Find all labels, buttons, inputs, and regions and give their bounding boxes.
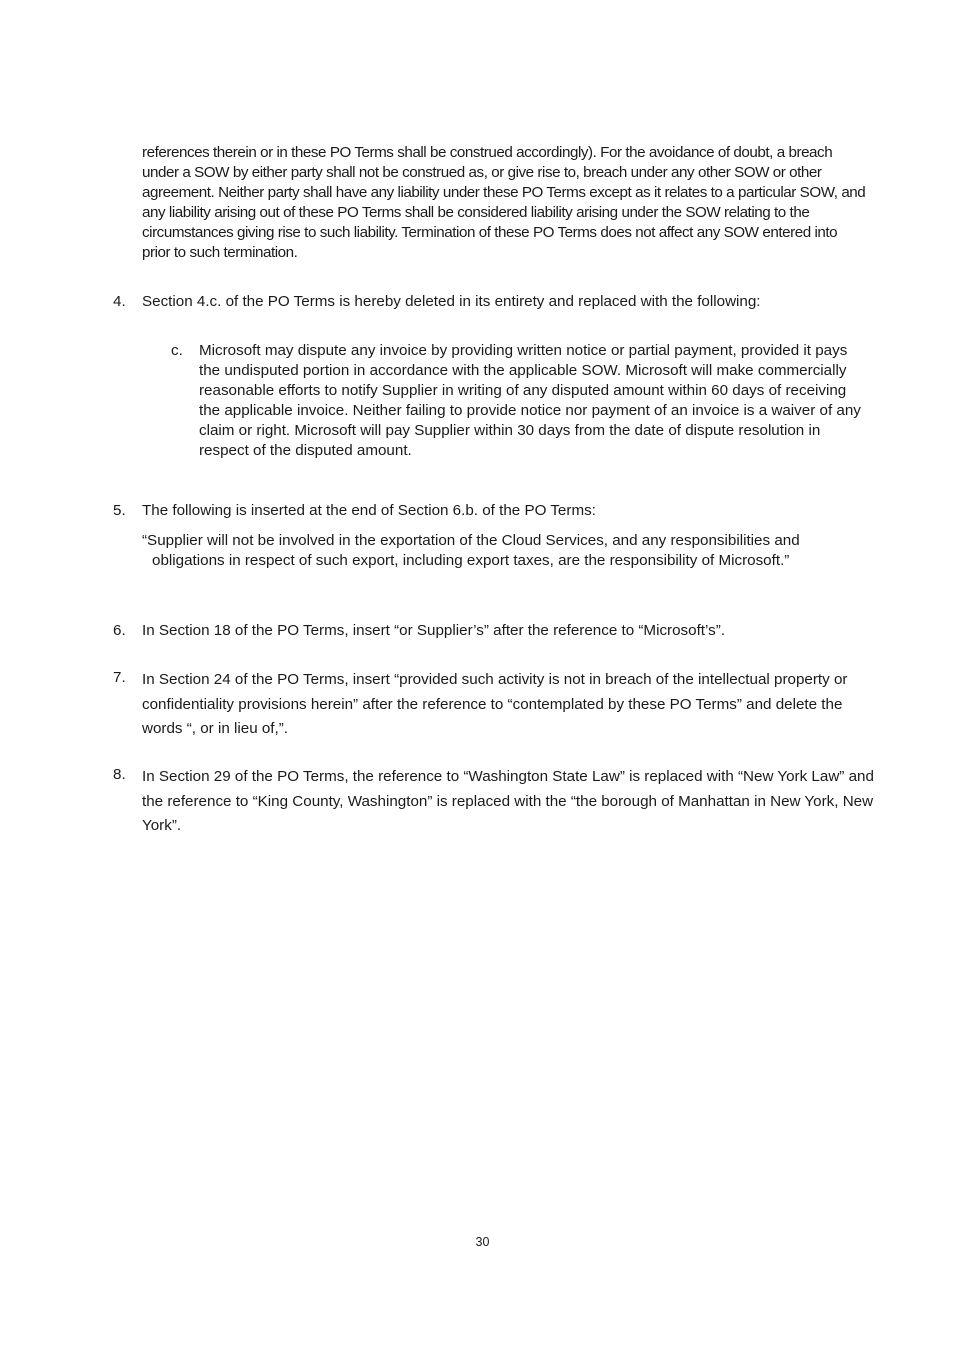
page-number: 30	[475, 1235, 490, 1249]
item-number: 8.	[113, 766, 126, 783]
item-number: 6.	[113, 622, 126, 639]
item-number: 4.	[113, 293, 126, 310]
intro-paragraph: references therein or in these PO Terms shall be construed accordingly). For the avoidance of doubt, a breach under a SOW by either party shall not be construed as, or give rise to, breach under any other SOW or other agreement. Neither party shall have any liability under these PO Terms except as it relates to a particular SOW, and any liability arising out of these PO Terms shall be considered liability arising under the SOW relating to the circumstances giving rise to such liability. Termination of these PO Terms does not affect any SOW entered into prior to such termination.	[142, 144, 866, 261]
quoted-insertion: “Supplier will not be involved in the exportation of the Cloud Services, and any responsibilities and obligations in respect of such export, including export taxes, are the responsibility of Microsoft.”	[142, 532, 800, 569]
item-text: In Section 29 of the PO Terms, the reference to “Washington State Law” is replaced with “New York Law” and the reference to “King County, Washington” is replaced with the “the borough of Manhattan in New York, New York”.	[142, 768, 874, 834]
item-text: In Section 18 of the PO Terms, insert “or Supplier’s” after the reference to “Microsoft’s”.	[142, 622, 725, 639]
sub-item-text: Microsoft may dispute any invoice by providing written notice or partial payment, provided it pays the undisputed portion in accordance with the applicable SOW. Microsoft will make commercially reasonable efforts to notify Supplier in writing of any disputed amount within 60 days of receiving the applicable invoice. Neither failing to provide notice nor payment of an invoice is a waiver of any claim or right. Microsoft will pay Supplier within 30 days from the date of dispute resolution in respect of the disputed amount.	[199, 342, 861, 459]
item-text: In Section 24 of the PO Terms, insert “provided such activity is not in breach of the intellectual property or confidentiality provisions herein” after the reference to “contemplated by these PO Terms” and delete the words “, or in lieu of,”.	[142, 671, 848, 737]
item-text: Section 4.c. of the PO Terms is hereby deleted in its entirety and replaced with the following:	[142, 293, 761, 310]
item-number: 5.	[113, 502, 126, 519]
item-number: 7.	[113, 669, 126, 686]
sub-item-letter: c.	[171, 342, 183, 359]
item-text: The following is inserted at the end of Section 6.b. of the PO Terms:	[142, 502, 596, 519]
